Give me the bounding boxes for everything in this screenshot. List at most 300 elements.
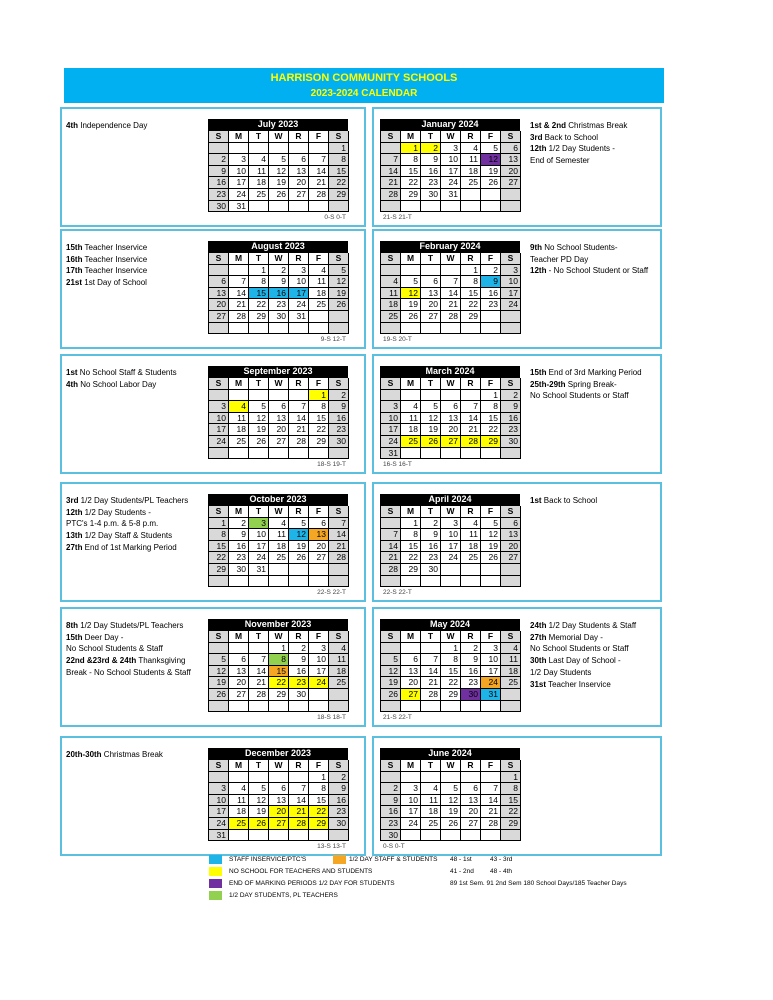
- day-cell: 24: [501, 299, 521, 311]
- day-cell: 18: [421, 806, 441, 818]
- weekday-header: M: [229, 760, 249, 772]
- day-cell: 25: [461, 177, 481, 189]
- month-title: February 2024: [380, 241, 520, 252]
- day-cell: 25: [309, 299, 329, 311]
- event-date: 4th: [66, 121, 78, 130]
- day-cell: 21: [421, 677, 441, 689]
- day-cell: 10: [501, 276, 521, 288]
- month-title: December 2023: [208, 748, 348, 759]
- empty-cell: [501, 323, 521, 335]
- event-date: 1st: [530, 496, 542, 505]
- day-cell: 11: [229, 795, 249, 807]
- empty-cell: [421, 448, 441, 460]
- empty-cell: [329, 576, 349, 588]
- empty-cell: [209, 143, 229, 155]
- empty-cell: [269, 323, 289, 335]
- event-text: 1/2 Day Students/PL Teachers: [78, 496, 189, 505]
- day-cell: 6: [401, 654, 421, 666]
- day-cell: 4: [309, 265, 329, 277]
- day-cell: 12: [249, 413, 269, 425]
- empty-cell: [381, 143, 401, 155]
- day-cell: 5: [209, 654, 229, 666]
- empty-cell: [441, 830, 461, 842]
- empty-cell: [249, 701, 269, 713]
- day-cell: 12: [481, 529, 501, 541]
- empty-cell: [441, 323, 461, 335]
- event-text: Teacher PD Day: [530, 254, 589, 264]
- weekday-header: R: [289, 631, 309, 643]
- event-date: 1st: [66, 368, 78, 377]
- event-line: [530, 254, 648, 266]
- day-cell: 13: [401, 666, 421, 678]
- day-cell: 16: [329, 795, 349, 807]
- weekday-header: S: [381, 378, 401, 390]
- weekday-header: S: [501, 378, 521, 390]
- day-cell: 3: [441, 518, 461, 530]
- event-line: [66, 120, 147, 132]
- day-cell: 9: [421, 154, 441, 166]
- weekday-header: S: [329, 760, 349, 772]
- weekday-header: T: [249, 760, 269, 772]
- empty-cell: [309, 323, 329, 335]
- empty-cell: [269, 201, 289, 213]
- day-cell: 10: [229, 166, 249, 178]
- day-cell: 25: [249, 189, 269, 201]
- day-cell: 6: [229, 654, 249, 666]
- day-cell: 23: [421, 552, 441, 564]
- day-cell: 28: [229, 311, 249, 323]
- day-cell: 10: [309, 654, 329, 666]
- month-calendar: [380, 494, 520, 597]
- day-cell: 18: [249, 177, 269, 189]
- day-cell: 1: [441, 643, 461, 655]
- day-cell: 31: [249, 564, 269, 576]
- empty-cell: [229, 265, 249, 277]
- day-cell: 23: [461, 677, 481, 689]
- day-cell: 27: [501, 177, 521, 189]
- day-cell: 21: [229, 299, 249, 311]
- weekday-header: M: [229, 253, 249, 265]
- day-cell: 14: [289, 795, 309, 807]
- day-cell: 6: [309, 518, 329, 530]
- empty-cell: [309, 689, 329, 701]
- weekday-header: R: [289, 253, 309, 265]
- empty-cell: [461, 576, 481, 588]
- day-grid: [208, 252, 348, 334]
- empty-cell: [481, 448, 501, 460]
- day-cell: 8: [209, 529, 229, 541]
- day-cell: 24: [441, 177, 461, 189]
- month-panel: [372, 229, 662, 349]
- weekday-header: W: [441, 131, 461, 143]
- day-cell: 7: [249, 654, 269, 666]
- event-text: 1/2 Day Students -: [82, 507, 151, 517]
- day-cell: 29: [269, 689, 289, 701]
- legend-label-green: 1/2 DAY STUDENTS, PL TEACHERS: [229, 892, 338, 899]
- event-date: 17th: [66, 266, 83, 276]
- weekday-header: F: [309, 506, 329, 518]
- weekday-header: M: [229, 506, 249, 518]
- day-cell: 23: [501, 424, 521, 436]
- day-cell: 5: [421, 401, 441, 413]
- day-cell: 6: [209, 276, 229, 288]
- event-line: [530, 155, 627, 167]
- day-cell: 25: [501, 677, 521, 689]
- empty-cell: [461, 564, 481, 576]
- day-cell: 13: [501, 154, 521, 166]
- day-cell: 30: [229, 564, 249, 576]
- day-cell: 16: [481, 288, 501, 300]
- day-cell: 20: [269, 424, 289, 436]
- weekday-header: S: [209, 253, 229, 265]
- weekday-header: S: [381, 631, 401, 643]
- day-cell: 12: [381, 666, 401, 678]
- event-line: [66, 242, 147, 254]
- month-events: [530, 367, 642, 402]
- empty-cell: [209, 448, 229, 460]
- event-text: PTC's 1-4 p.m. & 5-8 p.m.: [66, 519, 159, 529]
- day-cell: 12: [209, 666, 229, 678]
- legend-swatch-orange: [333, 855, 346, 864]
- day-count: 18-S 18-T: [317, 714, 346, 722]
- weekday-header: S: [501, 631, 521, 643]
- empty-cell: [229, 772, 249, 784]
- month-events: [66, 120, 147, 132]
- event-text: No School Staff & Students: [77, 368, 177, 377]
- month-calendar: [380, 619, 520, 722]
- weekday-header: R: [289, 760, 309, 772]
- empty-cell: [229, 576, 249, 588]
- weekday-header: S: [381, 253, 401, 265]
- event-text: Teacher Inservice: [82, 243, 148, 252]
- empty-cell: [501, 701, 521, 713]
- weekday-header: W: [269, 378, 289, 390]
- day-cell: 5: [249, 783, 269, 795]
- day-cell: 26: [421, 436, 441, 448]
- day-cell: 5: [441, 783, 461, 795]
- day-cell: 18: [329, 666, 349, 678]
- day-cell: 19: [441, 806, 461, 818]
- empty-cell: [289, 772, 309, 784]
- calendar-year: 2023-2024 CALENDAR: [310, 88, 418, 99]
- day-cell: 5: [401, 276, 421, 288]
- day-cell: 28: [329, 552, 349, 564]
- day-cell: 26: [249, 818, 269, 830]
- day-cell: 18: [401, 424, 421, 436]
- day-cell: 20: [289, 177, 309, 189]
- event-line: [530, 620, 636, 632]
- empty-cell: [229, 143, 249, 155]
- weekday-header: F: [481, 760, 501, 772]
- empty-cell: [481, 201, 501, 213]
- weekday-header: W: [441, 253, 461, 265]
- empty-cell: [421, 265, 441, 277]
- month-title: September 2023: [208, 366, 348, 377]
- day-cell: 3: [289, 265, 309, 277]
- day-cell: 26: [481, 177, 501, 189]
- empty-cell: [309, 564, 329, 576]
- empty-cell: [501, 576, 521, 588]
- event-line: [66, 367, 177, 379]
- day-cell: 29: [209, 564, 229, 576]
- weekday-header: S: [501, 131, 521, 143]
- day-cell: 1: [401, 143, 421, 155]
- day-cell: 6: [289, 154, 309, 166]
- day-cell: 25: [229, 436, 249, 448]
- empty-cell: [289, 143, 309, 155]
- day-cell: 16: [381, 806, 401, 818]
- event-date: 15th: [66, 632, 83, 642]
- day-cell: 19: [421, 424, 441, 436]
- day-count: 22-S 22-T: [317, 589, 346, 597]
- day-cell: 6: [269, 401, 289, 413]
- day-cell: 26: [289, 552, 309, 564]
- day-cell: 15: [481, 413, 501, 425]
- weekday-header: T: [421, 253, 441, 265]
- day-cell: 12: [401, 288, 421, 300]
- day-cell: 24: [309, 677, 329, 689]
- event-line: [530, 265, 648, 277]
- day-cell: 17: [501, 288, 521, 300]
- event-line: [66, 542, 188, 554]
- day-cell: 7: [461, 401, 481, 413]
- day-cell: 5: [481, 143, 501, 155]
- weekday-header: R: [461, 378, 481, 390]
- weekday-header: W: [441, 760, 461, 772]
- day-cell: 14: [441, 288, 461, 300]
- empty-cell: [381, 701, 401, 713]
- empty-cell: [309, 311, 329, 323]
- day-cell: 19: [401, 299, 421, 311]
- event-line: [66, 379, 177, 391]
- day-cell: 7: [309, 154, 329, 166]
- empty-cell: [461, 323, 481, 335]
- day-cell: 9: [461, 654, 481, 666]
- day-cell: 11: [421, 795, 441, 807]
- empty-cell: [229, 701, 249, 713]
- day-cell: 7: [421, 654, 441, 666]
- empty-cell: [329, 448, 349, 460]
- day-cell: 7: [289, 783, 309, 795]
- weekday-header: S: [329, 631, 349, 643]
- day-cell: 3: [381, 401, 401, 413]
- day-cell: 10: [249, 529, 269, 541]
- weekday-header: S: [329, 378, 349, 390]
- day-cell: 3: [209, 783, 229, 795]
- month-calendar: [208, 494, 348, 597]
- day-cell: 9: [381, 795, 401, 807]
- day-cell: 9: [209, 166, 229, 178]
- event-date: 20th-30th: [66, 750, 102, 759]
- day-cell: 7: [229, 276, 249, 288]
- empty-cell: [209, 772, 229, 784]
- day-cell: 17: [481, 666, 501, 678]
- day-count: 0-S 0-T: [383, 843, 405, 851]
- weekday-header: R: [461, 506, 481, 518]
- month-calendar: [208, 366, 348, 469]
- event-date: 12th: [530, 144, 547, 154]
- month-calendar: [380, 748, 520, 851]
- month-calendar: [208, 241, 348, 344]
- day-cell: 24: [209, 818, 229, 830]
- day-cell: 26: [209, 689, 229, 701]
- weekday-header: S: [381, 760, 401, 772]
- day-cell: 1: [309, 772, 329, 784]
- weekday-header: F: [309, 760, 329, 772]
- day-cell: 4: [229, 401, 249, 413]
- day-cell: 8: [269, 654, 289, 666]
- day-cell: 16: [329, 413, 349, 425]
- day-grid: [208, 630, 348, 712]
- day-cell: 28: [381, 564, 401, 576]
- month-panel: [372, 607, 662, 727]
- event-line: [530, 495, 597, 507]
- empty-cell: [501, 564, 521, 576]
- empty-cell: [401, 643, 421, 655]
- weekday-header: T: [249, 253, 269, 265]
- empty-cell: [501, 189, 521, 201]
- empty-cell: [289, 830, 309, 842]
- empty-cell: [441, 576, 461, 588]
- day-cell: 8: [329, 154, 349, 166]
- day-cell: 26: [269, 189, 289, 201]
- empty-cell: [249, 830, 269, 842]
- empty-cell: [501, 689, 521, 701]
- empty-cell: [289, 448, 309, 460]
- weekday-header: F: [309, 131, 329, 143]
- empty-cell: [381, 390, 401, 402]
- empty-cell: [209, 323, 229, 335]
- day-cell: 13: [461, 795, 481, 807]
- day-cell: 6: [501, 518, 521, 530]
- event-date: 3rd: [530, 132, 543, 142]
- event-line: [66, 632, 191, 644]
- event-date: 27th: [66, 542, 83, 552]
- empty-cell: [209, 701, 229, 713]
- empty-cell: [501, 830, 521, 842]
- day-cell: 13: [269, 795, 289, 807]
- weekday-header: S: [329, 253, 349, 265]
- empty-cell: [269, 772, 289, 784]
- weekday-header: M: [229, 631, 249, 643]
- day-cell: 5: [481, 518, 501, 530]
- event-date: 13th: [66, 531, 83, 541]
- empty-cell: [481, 311, 501, 323]
- day-cell: 5: [289, 518, 309, 530]
- day-cell: 6: [461, 783, 481, 795]
- empty-cell: [481, 564, 501, 576]
- day-cell: 8: [401, 154, 421, 166]
- day-cell: 22: [309, 424, 329, 436]
- day-cell: 18: [461, 166, 481, 178]
- day-cell: 12: [421, 413, 441, 425]
- empty-cell: [229, 643, 249, 655]
- empty-cell: [421, 390, 441, 402]
- day-cell: 8: [501, 783, 521, 795]
- month-events: [66, 367, 177, 390]
- event-text: Memorial Day -: [546, 632, 603, 642]
- day-cell: 30: [329, 818, 349, 830]
- day-cell: 6: [269, 783, 289, 795]
- day-cell: 25: [461, 552, 481, 564]
- day-cell: 22: [329, 177, 349, 189]
- event-line: [530, 390, 642, 402]
- day-cell: 15: [501, 795, 521, 807]
- day-cell: 29: [461, 311, 481, 323]
- empty-cell: [249, 772, 269, 784]
- day-cell: 27: [401, 689, 421, 701]
- weekday-header: F: [481, 131, 501, 143]
- day-cell: 17: [381, 424, 401, 436]
- empty-cell: [289, 576, 309, 588]
- day-cell: 3: [401, 783, 421, 795]
- empty-cell: [249, 390, 269, 402]
- month-panel: [60, 354, 366, 474]
- day-cell: 3: [249, 518, 269, 530]
- day-cell: 7: [381, 529, 401, 541]
- day-cell: 21: [329, 541, 349, 553]
- day-cell: 26: [401, 311, 421, 323]
- day-cell: 15: [309, 413, 329, 425]
- event-date: 22nd &23rd & 24th: [66, 656, 137, 666]
- empty-cell: [461, 390, 481, 402]
- event-text: Christmas Break: [566, 121, 628, 130]
- empty-cell: [381, 576, 401, 588]
- day-cell: 2: [269, 265, 289, 277]
- empty-cell: [329, 830, 349, 842]
- weekday-header: W: [269, 760, 289, 772]
- day-cell: 4: [229, 783, 249, 795]
- day-cell: 31: [441, 189, 461, 201]
- day-cell: 30: [209, 201, 229, 213]
- day-cell: 10: [401, 795, 421, 807]
- day-cell: 10: [441, 529, 461, 541]
- day-cell: 30: [289, 689, 309, 701]
- day-cell: 15: [329, 166, 349, 178]
- day-cell: 25: [381, 311, 401, 323]
- day-cell: 1: [329, 143, 349, 155]
- day-cell: 23: [229, 552, 249, 564]
- day-cell: 11: [461, 529, 481, 541]
- day-cell: 16: [501, 413, 521, 425]
- weekday-header: M: [401, 631, 421, 643]
- event-line: [66, 495, 188, 507]
- day-cell: 8: [441, 654, 461, 666]
- weekday-header: M: [229, 378, 249, 390]
- day-cell: 24: [381, 436, 401, 448]
- event-text: No School Students-: [542, 243, 618, 252]
- day-cell: 8: [461, 276, 481, 288]
- event-line: [66, 655, 191, 667]
- empty-cell: [381, 323, 401, 335]
- day-cell: 28: [289, 436, 309, 448]
- empty-cell: [421, 323, 441, 335]
- day-cell: 12: [481, 154, 501, 166]
- empty-cell: [289, 390, 309, 402]
- weekday-header: W: [441, 378, 461, 390]
- event-date: 25th-29th: [530, 379, 566, 389]
- day-cell: 7: [289, 401, 309, 413]
- day-cell: 29: [329, 189, 349, 201]
- empty-cell: [249, 448, 269, 460]
- day-cell: 23: [209, 189, 229, 201]
- day-cell: 19: [481, 541, 501, 553]
- day-cell: 18: [269, 541, 289, 553]
- day-cell: 9: [289, 654, 309, 666]
- day-cell: 4: [501, 643, 521, 655]
- day-cell: 2: [501, 390, 521, 402]
- day-cell: 11: [381, 288, 401, 300]
